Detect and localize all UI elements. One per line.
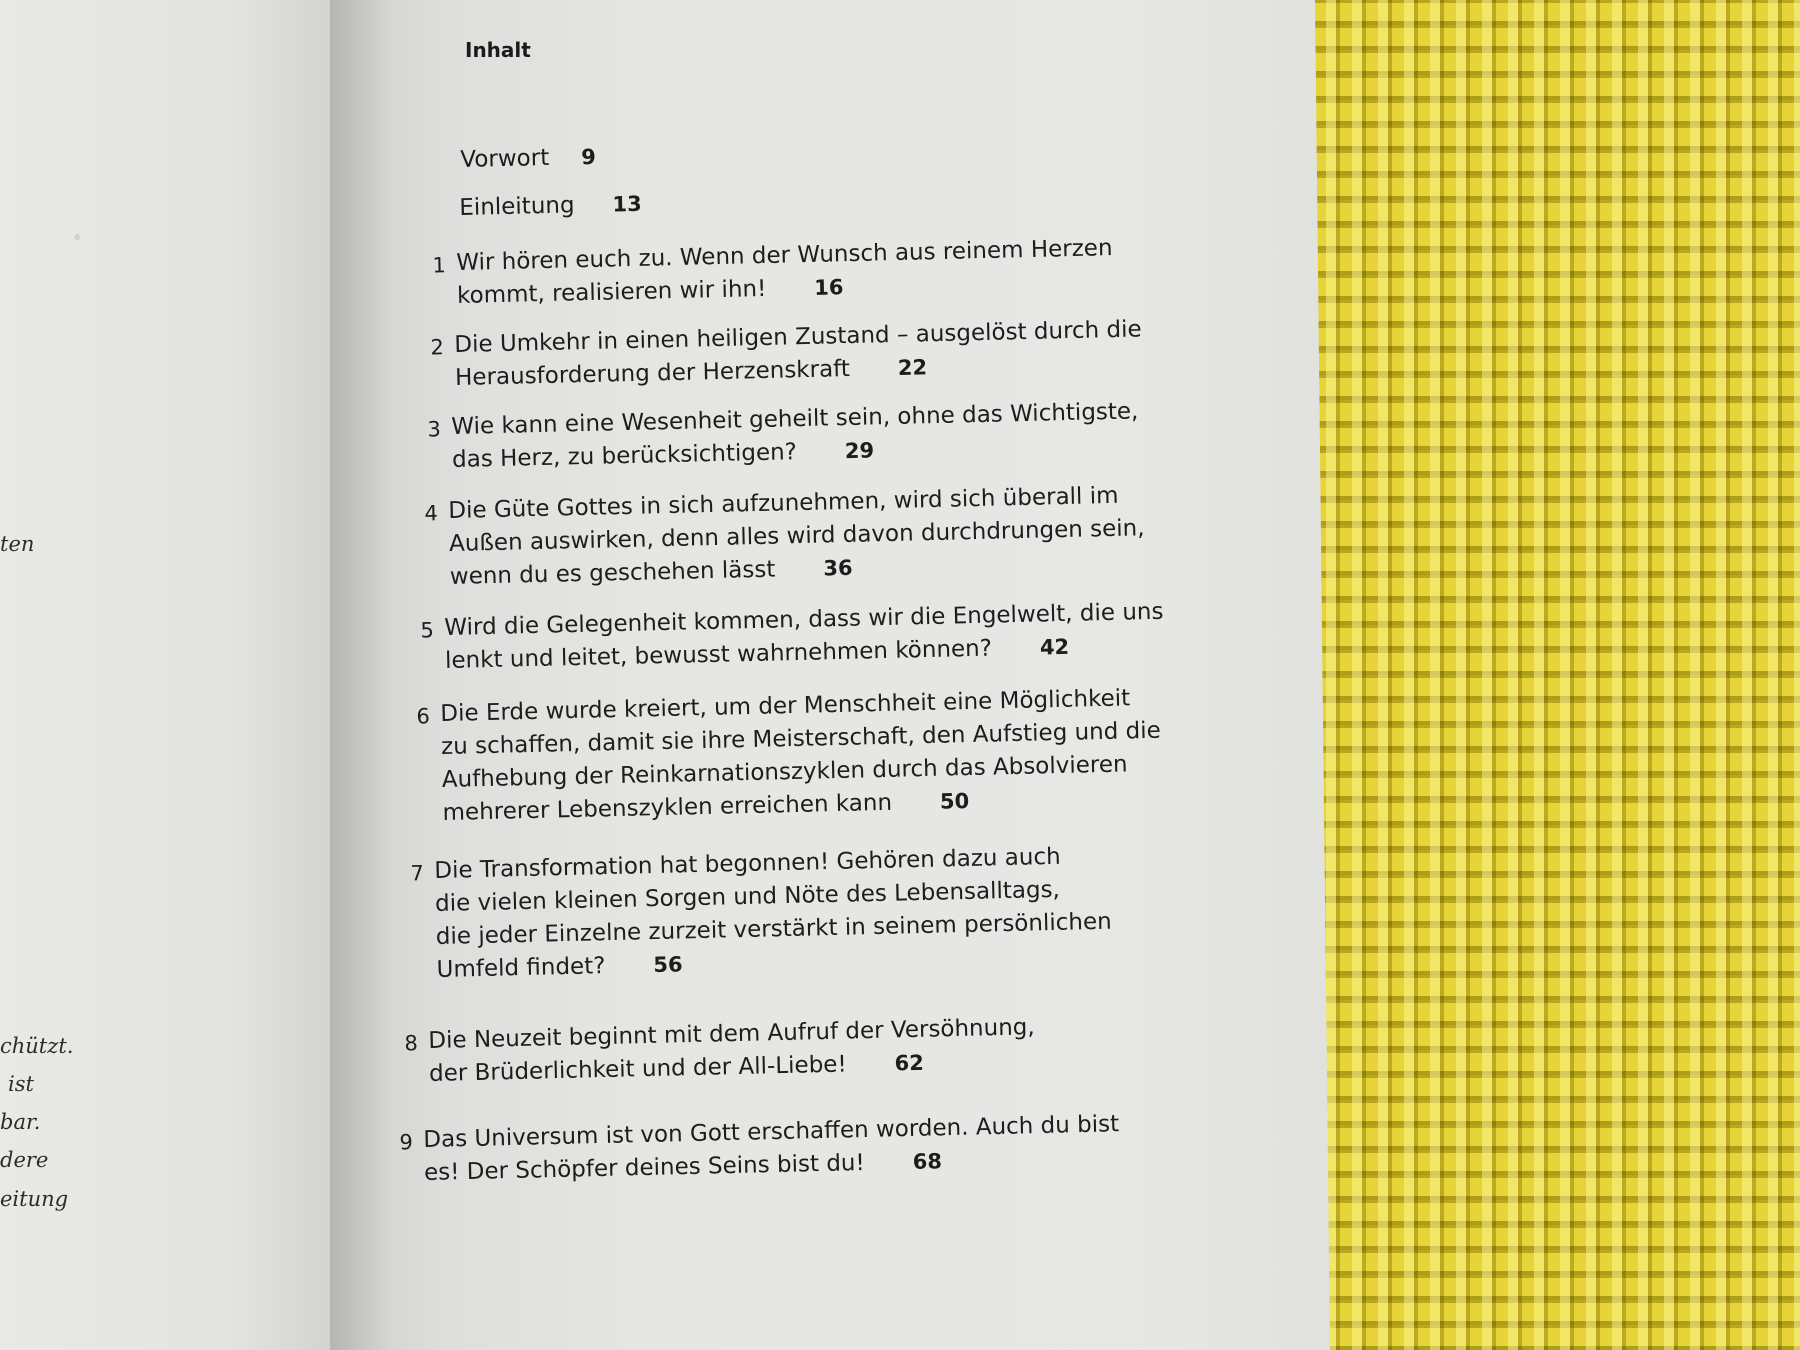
toc-entry-title: Einleitung [459, 192, 575, 221]
chapter-number: 8 [404, 1031, 419, 1056]
toc-page-number: 42 [1039, 634, 1070, 660]
chapter-title-line: Herausforderung der Herzenskraft [454, 356, 851, 391]
faint-show-through-text: · [70, 210, 85, 264]
chapter-number: 4 [424, 501, 439, 526]
toc-page-number: 68 [912, 1149, 943, 1174]
toc-page-number: 16 [813, 275, 844, 300]
chapter-title-line: es! Der Schöpfer deines Seins bist du! [423, 1149, 865, 1186]
toc-chapter-7 [410, 840, 1113, 987]
left-page-snippet: ten [0, 532, 35, 556]
chapter-title-line: Die Erde wurde kreiert, um der Menschheit eine Möglichkeit [440, 685, 1131, 727]
chapter-title-line: Außen auswirken, denn alles wird davon durchdrungen sein, [448, 515, 1145, 557]
chapter-number: 9 [399, 1130, 414, 1155]
chapter-title-line: Das Universum ist von Gott erschaffen worden. Auch du bist [423, 1111, 1120, 1153]
toc-chapter-6 [416, 682, 1163, 830]
yellow-woven-placemat [1300, 0, 1800, 1350]
chapter-title-line: zu schaffen, damit sie ihre Meisterschaft, den Aufstieg und die [440, 717, 1162, 760]
left-page-snippet: ist [8, 1072, 34, 1096]
chapter-title-line: Wir hören euch zu. Wenn der Wunsch aus reinem Herzen [456, 235, 1113, 276]
left-page-snippet: chützt. [0, 1034, 74, 1058]
chapter-title-line: Die Güte Gottes in sich aufzunehmen, wird sich überall im [448, 482, 1119, 524]
toc-entry-vorwort [460, 141, 596, 177]
chapter-title-line: Umfeld findet? [436, 953, 606, 983]
chapter-title-line: Wird die Gelegenheit kommen, dass wir die Engelwelt, die uns [444, 598, 1164, 641]
toc-entry-title: Vorwort [460, 144, 550, 173]
chapter-number: 6 [416, 704, 431, 729]
left-page-snippet: bar. [0, 1110, 41, 1134]
toc-page-number: 29 [844, 438, 875, 464]
toc-page-number: 56 [653, 952, 683, 978]
toc-page-number: 9 [580, 144, 597, 170]
chapter-title-line: lenkt und leitet, bewusst wahrnehmen können? [444, 635, 993, 674]
chapter-number: 7 [410, 861, 425, 886]
chapter-title-line: die jeder Einzelne zurzeit verstärkt in seinem persönlichen [435, 908, 1112, 950]
chapter-title-line: Die Umkehr in einen heiligen Zustand – ausgelöst durch die [454, 316, 1142, 358]
chapter-number: 2 [430, 335, 445, 360]
left-page-snippet: dere [0, 1148, 49, 1172]
toc-chapter-4 [424, 479, 1146, 594]
chapter-title-line: Die Transformation hat begonnen! Gehören dazu auch [434, 843, 1061, 884]
chapter-title-line: Aufhebung der Reinkarnationszyklen durch das Absolvieren [441, 751, 1128, 793]
chapter-title-line: Wie kann eine Wesenheit geheilt sein, ohne das Wichtigste, [451, 398, 1139, 440]
left-page-snippet: eitung [0, 1187, 69, 1211]
toc-entry-einleitung [459, 188, 642, 225]
toc-page-number: 22 [897, 355, 928, 380]
chapter-title-line: die vielen kleinen Sorgen und Nöte des Lebensalltags, [434, 876, 1061, 917]
chapter-number: 1 [432, 253, 447, 278]
toc-chapter-8 [404, 1011, 1036, 1091]
chapter-title-line: das Herz, zu berücksichtigen? [451, 439, 798, 473]
chapter-title-line: mehrerer Lebenszyklen erreichen kann [442, 789, 893, 826]
toc-heading: Inhalt [465, 38, 531, 62]
toc-page-number: 36 [823, 555, 853, 581]
chapter-title-line: Die Neuzeit beginnt mit dem Aufruf der Versöhnung, [428, 1014, 1035, 1054]
chapter-title-line: kommt, realisieren wir ihn! [456, 275, 767, 309]
chapter-title-line: der Brüderlichkeit und der All-Liebe! [428, 1051, 847, 1087]
toc-page-number: 62 [894, 1050, 925, 1076]
toc-page-number: 13 [612, 191, 643, 217]
chapter-number: 3 [427, 417, 442, 442]
toc-page-number: 50 [939, 789, 970, 814]
chapter-title-line: wenn du es geschehen lässt [449, 556, 776, 590]
chapter-number: 5 [420, 618, 435, 643]
